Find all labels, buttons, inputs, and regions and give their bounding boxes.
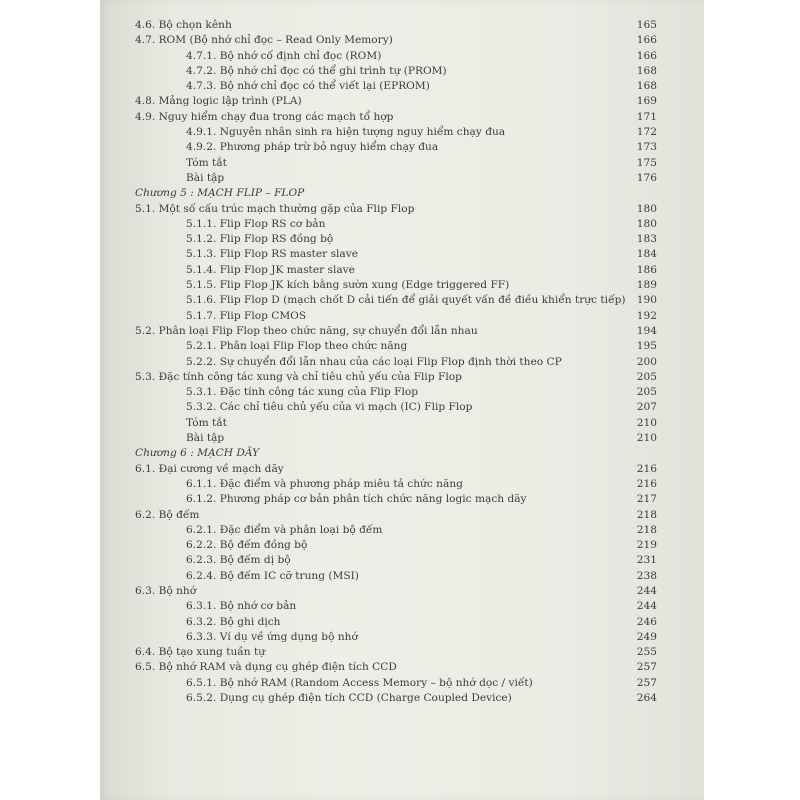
toc-entry-page-number: 165: [636, 19, 657, 31]
toc-entry-title: 6.5.1. Bộ nhớ RAM (Random Access Memory – bộ nhớ dọc / viết): [186, 676, 533, 689]
toc-entry-page-number: 264: [636, 692, 657, 705]
toc-entry-page-number: 180: [636, 202, 657, 215]
toc-entry-page-number: 205: [636, 370, 657, 383]
toc-entry: [100, 645, 704, 660]
toc-entry: [100, 691, 704, 706]
toc-entry-title: 5.1.2. Flip Flop RS đồng bộ: [186, 233, 334, 246]
toc-entry: [100, 385, 704, 400]
toc-entry: [100, 232, 704, 247]
toc-entry-page-number: 257: [636, 676, 657, 689]
toc-entry-title: 6.3. Bộ nhớ: [135, 584, 197, 597]
toc-entry-page-number: 218: [636, 523, 657, 536]
toc-entry-title: 6.1. Đại cương về mạch dãy: [135, 462, 284, 475]
toc-entry-title: 5.3.1. Đặc tính công tác xung của Flip Flop: [186, 386, 419, 399]
toc-entry-title: 4.6. Bộ chọn kênh: [135, 19, 232, 31]
toc-entry: [100, 339, 704, 354]
toc-entry: [100, 599, 704, 614]
toc-entry: [100, 508, 704, 523]
toc-entry: [100, 18, 704, 33]
toc-entry: [100, 523, 704, 538]
toc-entry: [100, 247, 704, 262]
toc-entry-page-number: 217: [636, 493, 657, 506]
toc-entry-title: 4.9.2. Phương pháp trừ bỏ nguy hiểm chạy đua: [186, 141, 439, 154]
toc-entry-page-number: 257: [636, 661, 657, 674]
toc-entry-page-number: 168: [636, 64, 657, 77]
toc-entry: [100, 94, 704, 109]
toc-entry-page-number: 210: [636, 416, 657, 429]
toc-entry-title: 4.7.3. Bộ nhớ chỉ đọc có thể viết lại (EPROM): [186, 80, 430, 93]
toc-entry-title: Bài tập: [186, 432, 225, 445]
toc-entry: [100, 477, 704, 492]
toc-entry-page-number: 166: [636, 34, 657, 47]
toc-entry-title: 5.1.5. Flip Flop JK kích bằng sườn xung (Edge triggered FF): [186, 279, 510, 292]
toc-entry: [100, 293, 704, 308]
table-of-contents: [100, 18, 704, 706]
chapter-title: Chương 6 : MẠCH DÃY: [135, 447, 260, 460]
toc-entry-page-number: 166: [636, 49, 657, 62]
toc-entry: [100, 431, 704, 446]
toc-entry-title: 5.1.6. Flip Flop D (mạch chốt D cải tiến để giải quyết vấn đề điều khiển trực tiếp): [186, 294, 626, 307]
toc-entry: [100, 630, 704, 645]
toc-entry-page-number: 244: [636, 600, 657, 613]
toc-entry-title: 6.3.2. Bộ ghi dịch: [186, 615, 281, 628]
toc-entry-title: Tóm tắt: [186, 156, 227, 169]
toc-entry-page-number: 176: [636, 171, 657, 184]
toc-entry: [100, 584, 704, 599]
toc-entry-title: 6.2.1. Đặc điểm và phân loại bộ đếm: [186, 523, 383, 536]
toc-entry-page-number: 172: [636, 126, 657, 139]
toc-entry: [100, 355, 704, 370]
toc-entry-title: 6.5.2. Dụng cụ ghép điện tích CCD (Charge Coupled Device): [186, 692, 512, 705]
toc-entry: [100, 263, 704, 278]
toc-entry-title: 4.7. ROM (Bộ nhớ chỉ đọc – Read Only Memory): [135, 34, 393, 47]
toc-entry: [100, 538, 704, 553]
toc-entry: [100, 64, 704, 79]
toc-entry-title: 4.8. Mảng logic lập trình (PLA): [135, 95, 302, 108]
toc-entry-title: 5.3. Đặc tính công tác xung và chỉ tiêu chủ yếu của Flip Flop: [135, 370, 462, 383]
toc-entry-title: 6.4. Bộ tạo xung tuần tự: [135, 646, 266, 659]
toc-entry-title: 5.2.2. Sự chuyển đổi lẫn nhau của các loại Flip Flop định thời theo CP: [186, 355, 562, 368]
toc-entry: [100, 400, 704, 415]
toc-entry-page-number: 210: [636, 432, 657, 445]
toc-entry: [100, 140, 704, 155]
toc-entry: [100, 553, 704, 568]
toc-entry-title: 6.1.2. Phương pháp cơ bản phân tích chức năng logic mạch dãy: [186, 493, 527, 506]
toc-entry: [100, 49, 704, 64]
toc-entry-page-number: 216: [636, 477, 657, 490]
toc-entry-title: 6.2.4. Bộ đếm IC cỡ trung (MSI): [186, 569, 359, 582]
toc-entry-title: Bài tập: [186, 171, 225, 184]
toc-entry-page-number: 168: [636, 80, 657, 93]
toc-entry-title: 6.2. Bộ đếm: [135, 508, 200, 521]
toc-entry: [100, 416, 704, 431]
toc-entry-title: 6.5. Bộ nhớ RAM và dụng cụ ghép điện tích CCD: [135, 661, 397, 674]
toc-entry-title: 6.1.1. Đặc điểm và phương pháp miêu tả chức năng: [186, 477, 463, 490]
toc-entry: [100, 202, 704, 217]
toc-entry: [100, 217, 704, 232]
toc-entry-page-number: 180: [636, 217, 657, 230]
toc-entry-page-number: 189: [636, 279, 657, 292]
toc-entry-page-number: 205: [636, 386, 657, 399]
chapter-heading: [100, 186, 704, 201]
toc-entry-page-number: 246: [636, 615, 657, 628]
toc-entry-page-number: 192: [636, 309, 657, 322]
toc-entry-page-number: 175: [636, 156, 657, 169]
toc-entry-page-number: 207: [636, 401, 657, 414]
toc-entry: [100, 171, 704, 186]
toc-entry-page-number: 249: [636, 630, 657, 643]
toc-entry: [100, 492, 704, 507]
toc-entry-page-number: 183: [636, 233, 657, 246]
toc-entry-title: 5.1.1. Flip Flop RS cơ bản: [186, 217, 326, 230]
toc-entry-title: 5.2. Phân loại Flip Flop theo chức năng, sự chuyển đổi lẫn nhau: [135, 324, 478, 337]
toc-entry-title: 5.1.4. Flip Flop JK master slave: [186, 263, 355, 276]
toc-entry: [100, 110, 704, 125]
book-page: [100, 0, 704, 800]
toc-entry-page-number: 244: [636, 584, 657, 597]
toc-entry-page-number: 195: [636, 340, 657, 353]
toc-entry-title: 4.7.2. Bộ nhớ chỉ đọc có thể ghi trình tự (PROM): [186, 64, 447, 77]
toc-entry: [100, 676, 704, 691]
toc-entry-page-number: 219: [636, 539, 657, 552]
toc-entry-title: 5.1. Một số cấu trúc mạch thường gặp của Flip Flop: [135, 202, 415, 215]
toc-entry-page-number: 218: [636, 508, 657, 521]
toc-entry: [100, 370, 704, 385]
toc-entry-title: 6.3.3. Ví dụ về ứng dụng bộ nhớ: [186, 630, 358, 643]
toc-entry-page-number: 186: [636, 263, 657, 276]
toc-entry-title: 6.2.3. Bộ đếm dị bộ: [186, 554, 291, 567]
toc-entry-title: 5.1.3. Flip Flop RS master slave: [186, 248, 358, 261]
toc-entry: [100, 125, 704, 140]
toc-entry-page-number: 255: [636, 646, 657, 659]
toc-entry-title: 4.7.1. Bộ nhớ cố định chỉ đọc (ROM): [186, 49, 382, 62]
toc-entry-title: 5.1.7. Flip Flop CMOS: [186, 309, 307, 322]
toc-entry: [100, 278, 704, 293]
toc-entry-page-number: 216: [636, 462, 657, 475]
toc-entry-page-number: 200: [636, 355, 657, 368]
toc-entry: [100, 462, 704, 477]
toc-entry-page-number: 231: [636, 554, 657, 567]
toc-entry: [100, 156, 704, 171]
toc-entry-title: 6.3.1. Bộ nhớ cơ bản: [186, 600, 297, 613]
toc-entry: [100, 615, 704, 630]
toc-entry-page-number: 190: [636, 294, 657, 307]
toc-entry: [100, 660, 704, 675]
toc-entry-page-number: 169: [636, 95, 657, 108]
toc-entry-title: 4.9.1. Nguyên nhân sinh ra hiện tượng nguy hiểm chạy đua: [186, 126, 506, 139]
toc-entry-title: Tóm tắt: [186, 416, 227, 429]
toc-entry: [100, 569, 704, 584]
toc-entry-page-number: 184: [636, 248, 657, 261]
chapter-heading: [100, 446, 704, 461]
toc-entry-title: 5.3.2. Các chỉ tiêu chủ yếu của vi mạch (IC) Flip Flop: [186, 401, 473, 414]
toc-entry-page-number: 171: [636, 110, 657, 123]
toc-entry-page-number: 238: [636, 569, 657, 582]
toc-entry: [100, 309, 704, 324]
toc-entry-title: 6.2.2. Bộ đếm đồng bộ: [186, 539, 308, 552]
toc-entry-page-number: 173: [636, 141, 657, 154]
toc-entry-title: 5.2.1. Phân loại Flip Flop theo chức năng: [186, 340, 408, 353]
toc-entry: [100, 33, 704, 48]
toc-entry-page-number: 194: [636, 324, 657, 337]
toc-entry-title: 4.9. Nguy hiểm chạy đua trong các mạch tổ hợp: [135, 110, 394, 123]
toc-entry: [100, 79, 704, 94]
chapter-title: Chương 5 : MẠCH FLIP – FLOP: [135, 187, 305, 200]
toc-entry: [100, 324, 704, 339]
